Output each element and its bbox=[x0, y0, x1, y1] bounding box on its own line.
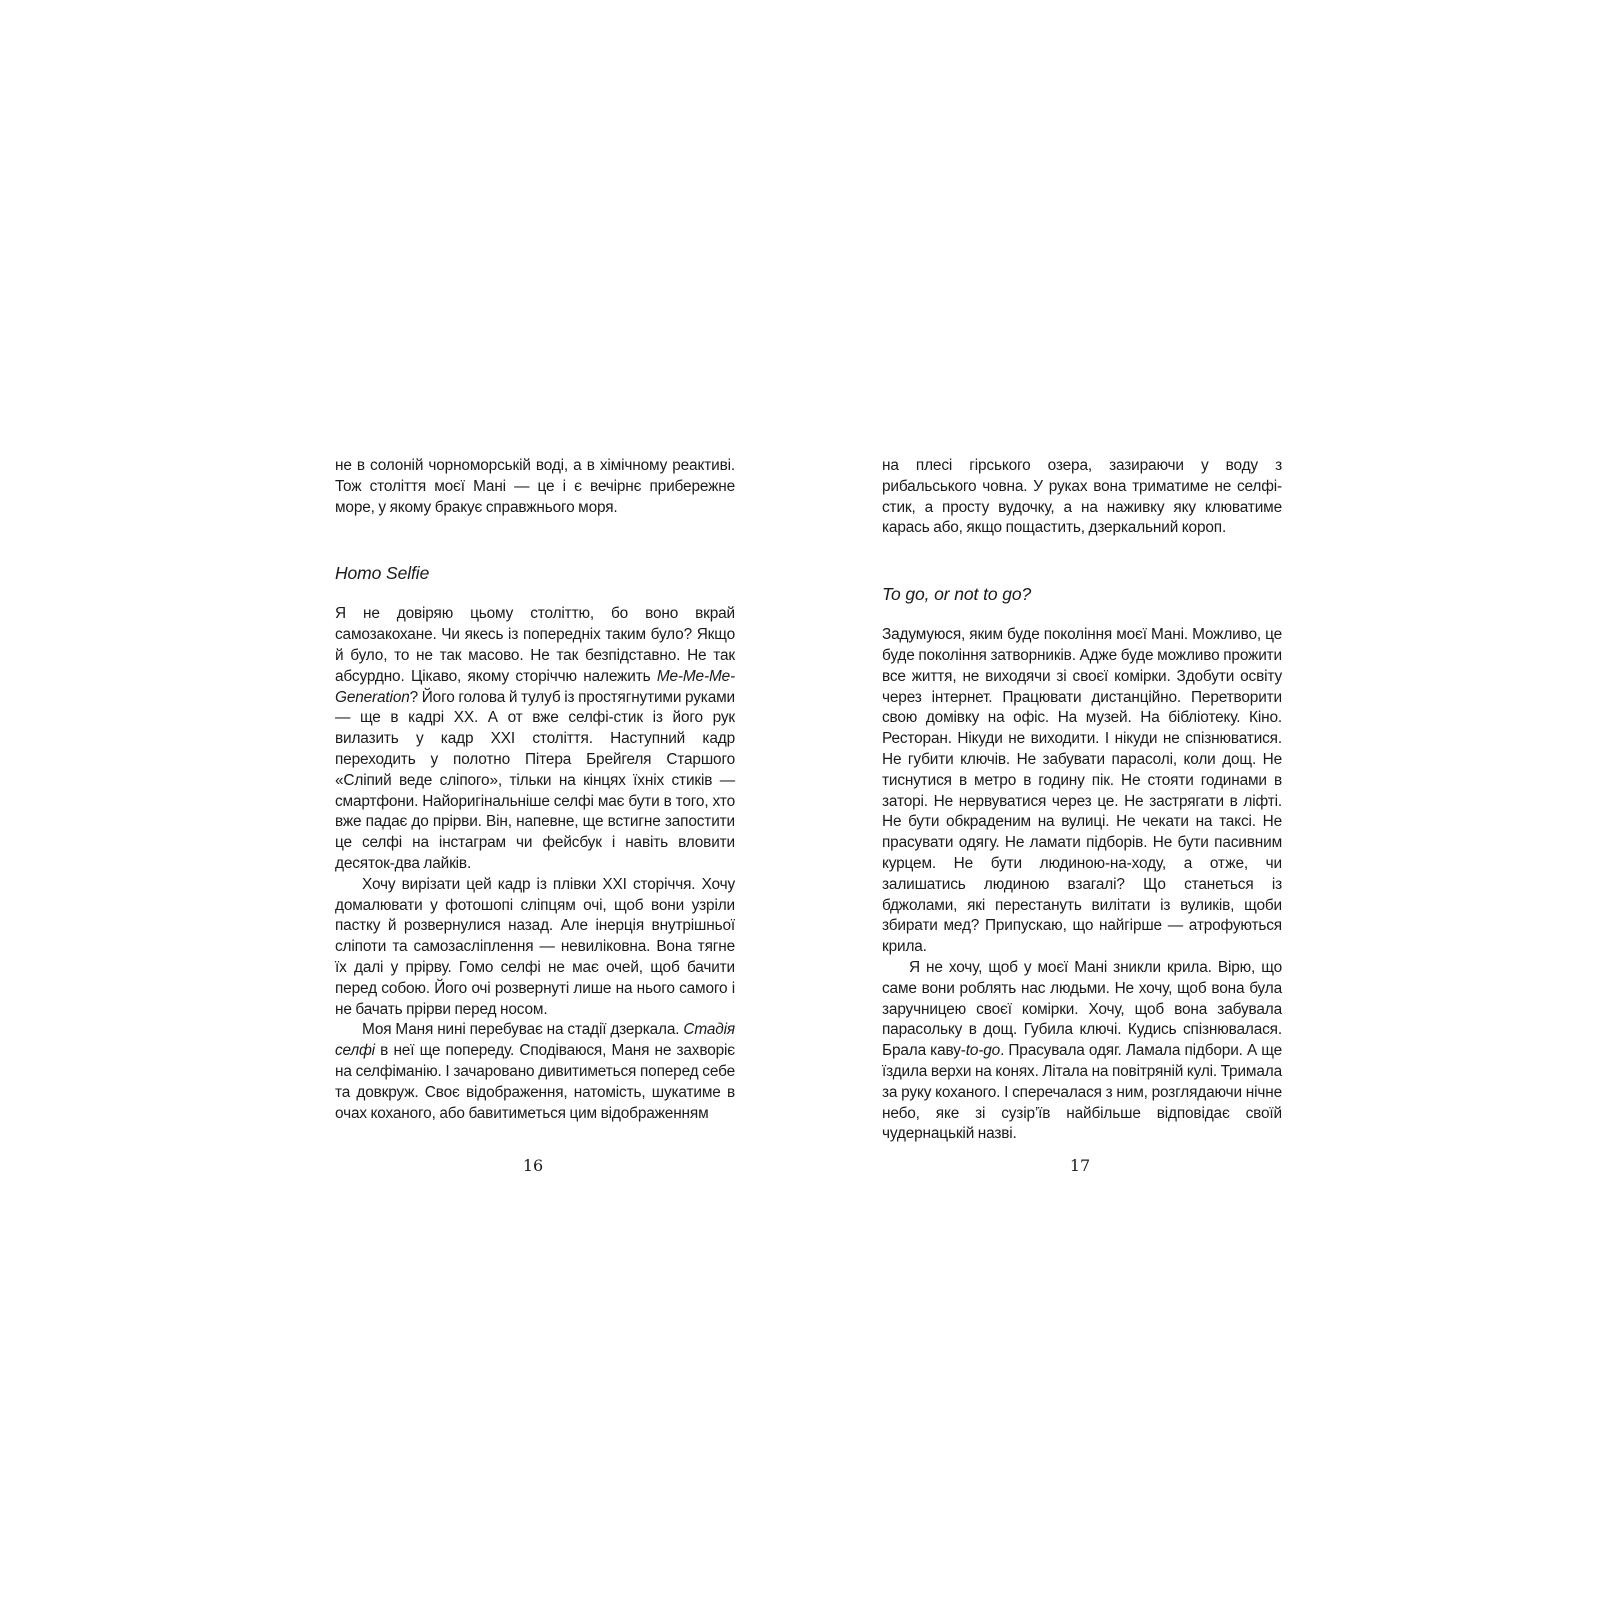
paragraph-text: Я не довіряю цьому століттю, бо воно вкрай самозакохане. Чи якесь із попередніх таким було? Якщо й було, то не так масово. Не так безпідставно. Не так абсурдно. Цікаво, якому сторіччю належить bbox=[335, 605, 735, 685]
left-page-opening-paragraph: не в солоній чорноморській воді, а в хімічному реактиві. Тож століття моєї Мані — це і є вечірнє прибережне море, у якому бракує справжнього моря. bbox=[335, 457, 735, 516]
paragraph-text: Моя Маня нині перебуває на стадії дзеркала. bbox=[362, 1021, 684, 1039]
right-page-paragraph-2 bbox=[882, 958, 1282, 1145]
paragraph-text: Я не хочу, щоб у моєї Мані зникли крила. Вірю, що саме вони роблять нас людьми. Не хочу, щоб вона була заручницею своєї комірки. Хочу, щоб вона забувала парасольку в дощ. Губила ключі. Кудись спізнювалася. Брала каву- bbox=[882, 958, 1282, 1060]
right-page-number: 17 bbox=[1069, 1156, 1091, 1175]
left-page-paragraph-3 bbox=[335, 1020, 735, 1124]
right-page-opening-paragraph: на плесі гірського озера, зазираючи у воду з рибальського човна. У руках вона триматиме не селфі-стик, а просту вудочку, а на наживку яку клюватиме карась або, якщо пощастить, дзеркальний короп. bbox=[882, 457, 1282, 537]
italic-term: Me-Me-Me-Generation bbox=[335, 667, 735, 706]
left-page-section-heading: Homo Selfie bbox=[335, 563, 430, 584]
right-page bbox=[882, 456, 1282, 1145]
paragraph-text: . Прасувала одяг. Ламала підбори. А ще їздила верхи на конях. Літала на повітряній кулі. Тримала за руку коханого. І сперечалася з ним, розглядаючи нічне небо, яке зі сузір’їв найбільше відповідає своїй чудернацькій назві. bbox=[882, 1042, 1282, 1143]
right-page-section-heading: To go, or not to go? bbox=[882, 584, 1032, 605]
italic-term: Стадія селфі bbox=[335, 1021, 735, 1060]
italic-term: to-go bbox=[965, 1042, 1001, 1060]
left-page bbox=[335, 456, 735, 1124]
left-page-number: 16 bbox=[522, 1156, 544, 1175]
left-page-paragraph-2: Хочу вирізати цей кадр із плівки ХХІ сторіччя. Хочу домалювати у фотошопі сліпцям очі, щоб вони узріли пастку й розвернулися назад. Але інерція внутрішньої сліпоти та самозасліплення — невиліковна. Вона тягне їх далі у прірву. Гомо селфі не має очей, щоб бачити перед собою. Його очі розвернуті лише на нього самого і не бачать прірви перед носом. bbox=[335, 875, 735, 1018]
paragraph-text: ? Його голова й тулуб із простягнутими руками — ще в кадрі ХХ. А от вже селфі-стик із його рук вилазить у кадр ХХІ століття. Наступний кадр переходить у полотно Пітера Брейгеля Старшого «Сліпий веде сліпого», тільки на кінцях їхніх стиків — смартфони. Найоригінальніше селфі має бути в того, хто вже падає до прірви. Він, напевне, ще встигне запостити це селфі на інстаграм чи фейсбук і навіть вловити десяток-два лайків. bbox=[335, 688, 735, 872]
paragraph-text: в неї ще попереду. Сподіваюся, Маня не захворіє на селфіманію. І зачаровано дивитиметься поперед себе та довкруж. Своє відображення, натомість, шукатиме в очах коханого, або бавитиметься цим відображенням bbox=[335, 1042, 735, 1122]
right-page-paragraph-1: Задумуюся, яким буде покоління моєї Мані. Можливо, це буде покоління затворників. Адже буде можливо прожити все життя, не виходячи зі своєї комірки. Здобути освіту через інтернет. Працювати дистанційно. Перетворити свою домівку на офіс. На музей. На бібліотеку. Кіно. Ресторан. Нікуди не виходити. І нікуди не спізнюватися. Не губити ключів. Не забувати парасолі, коли дощ. Не тиснутися в метро в годину пік. Не стояти годинами в заторі. Не нервуватися через це. Не застрягати в ліфті. Не бути обкраденим на вулиці. Не чекати на таксі. Не прасувати одягу. Не ламати підборів. Не бути пасивним курцем. Не бути людиною-на-ходу, а отже, чи залишатись людиною взагалі? Що станеться із бджолами, які перестануть вилітати із вуликів, щоби збирати мед? Припускаю, що найгірше — атрофуються крила. bbox=[882, 626, 1282, 956]
left-page-paragraph-1 bbox=[335, 604, 735, 874]
